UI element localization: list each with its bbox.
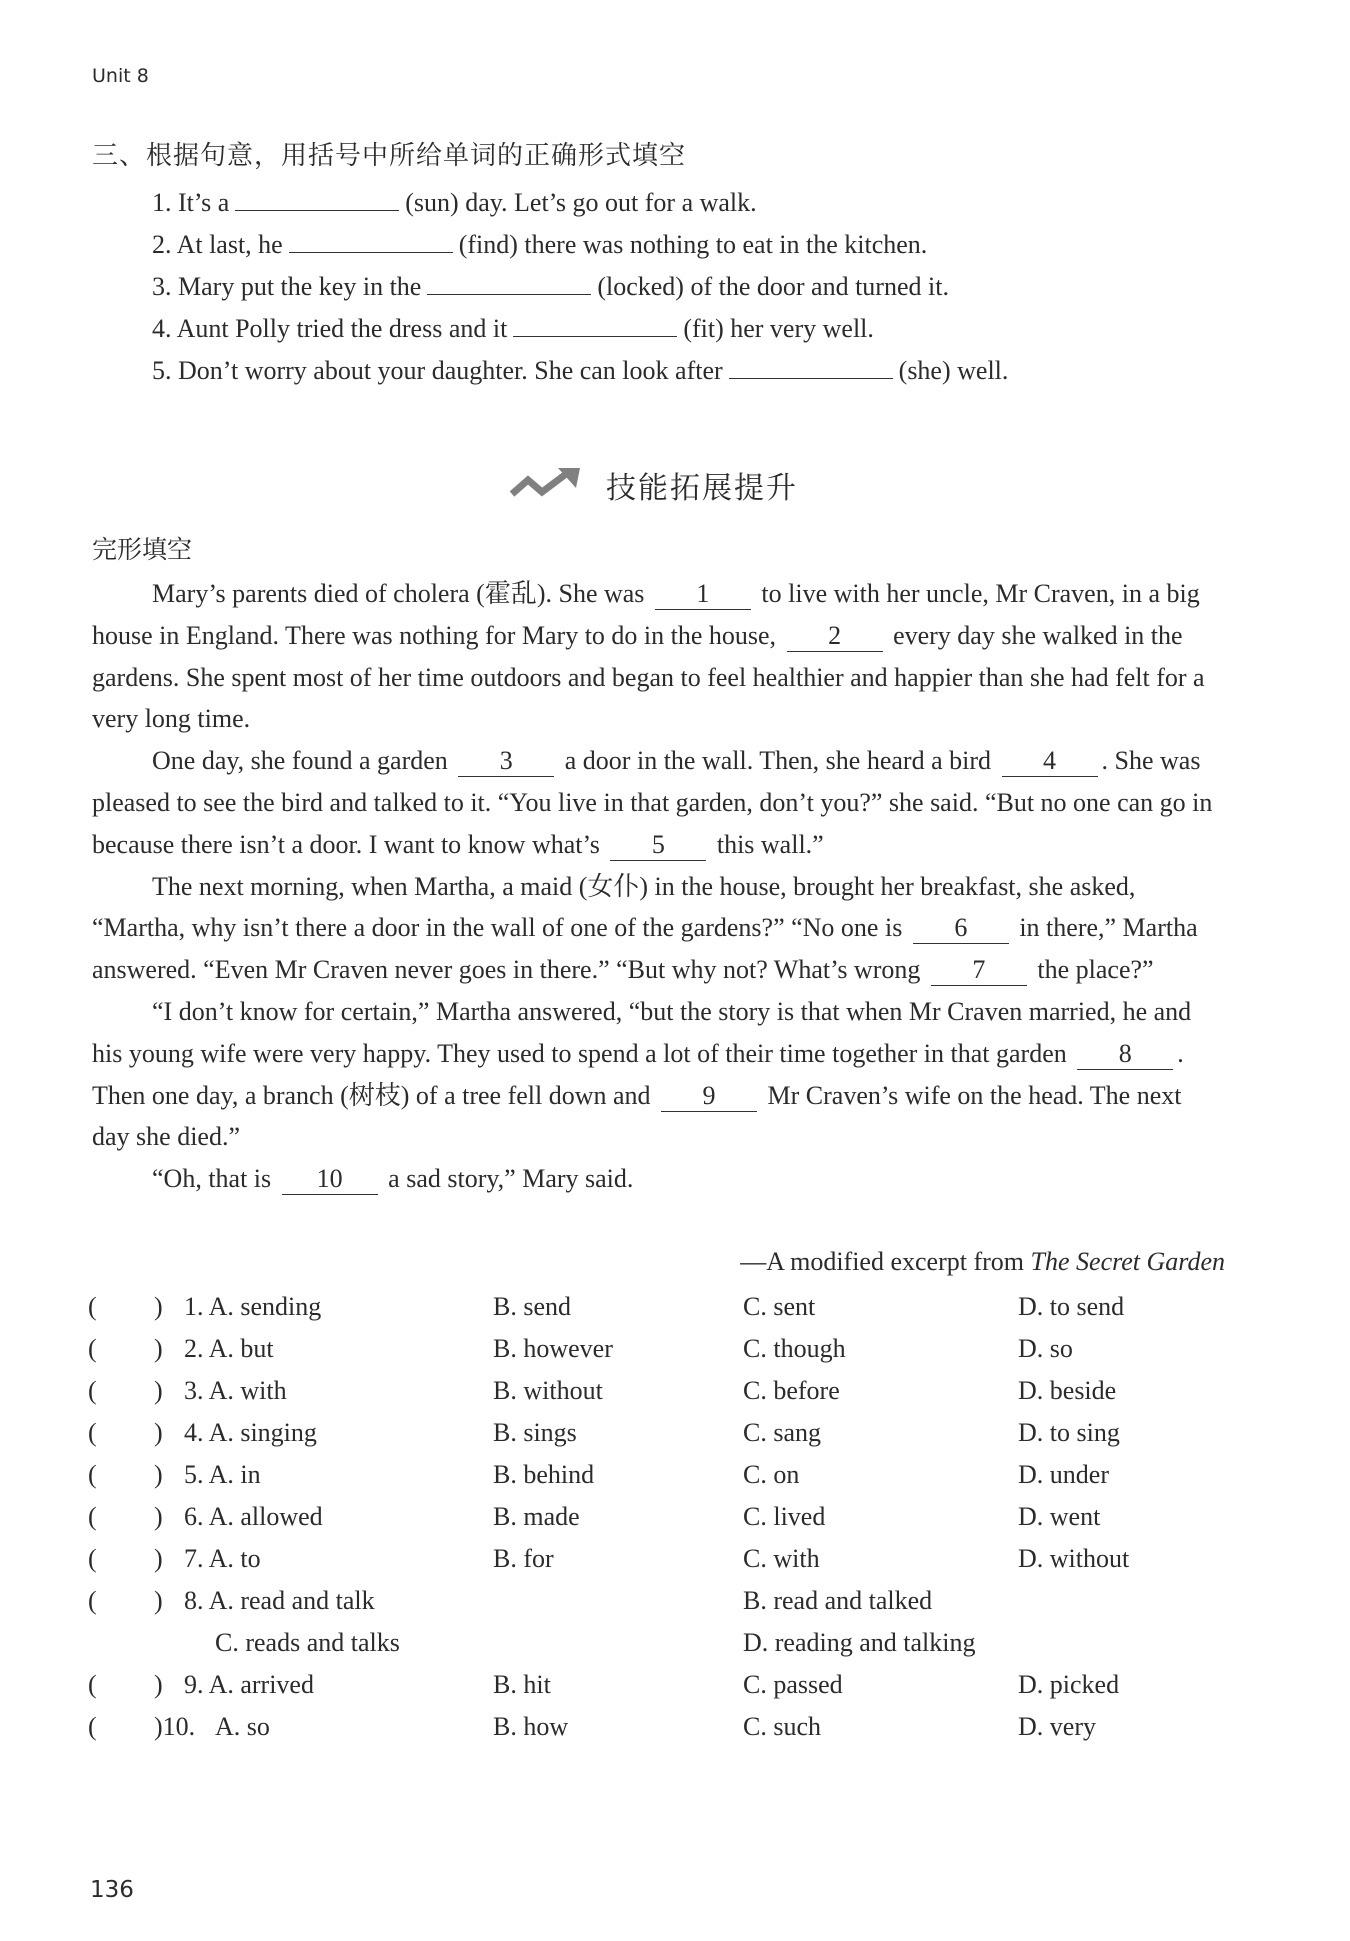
banner-title: 技能拓展提升 (606, 471, 798, 506)
option-b[interactable]: B. made (493, 1502, 580, 1531)
answer-paren-close: ) (154, 1334, 163, 1363)
paragraph (92, 991, 1222, 1158)
question-row (88, 1711, 1238, 1743)
blank-6[interactable]: 6 (913, 913, 1009, 944)
answer-paren-open[interactable]: ( (88, 1292, 97, 1321)
answer-paren-close: ) (154, 1376, 163, 1405)
option-c[interactable]: C. reads and talks (215, 1628, 400, 1657)
option-b[interactable]: B. send (493, 1292, 571, 1321)
source-title: The Secret Garden (1030, 1247, 1225, 1276)
option-b[interactable]: B. read and talked (743, 1586, 933, 1615)
cloze-passage (92, 573, 1222, 1200)
passage-text: . Then one day, a branch (树枝) of a tree fell down and (92, 1038, 1184, 1110)
question-row (88, 1375, 1238, 1407)
question-row (88, 1501, 1238, 1533)
answer-blank[interactable] (289, 226, 453, 253)
fill-item-text: (fit) her very well. (683, 314, 874, 343)
option-c[interactable]: C. before (743, 1376, 840, 1405)
blank-7[interactable]: 7 (931, 955, 1027, 986)
passage-text: “I don’t know for certain,” Martha answered, “but the story is that when Mr Craven married, he and his young wife were very happy. They used to spend a lot of their time together in that garden (92, 996, 1192, 1068)
option-c[interactable]: C. sang (743, 1418, 821, 1447)
page-number: 136 (90, 1877, 134, 1903)
option-a[interactable]: 9. A. arrived (184, 1670, 314, 1699)
option-c[interactable]: C. on (743, 1460, 800, 1489)
option-d[interactable]: D. to sing (1018, 1418, 1120, 1447)
option-a[interactable]: 4. A. singing (184, 1418, 317, 1447)
option-a[interactable]: 5. A. in (184, 1460, 261, 1489)
answer-paren-open[interactable]: ( (88, 1712, 97, 1741)
blank-4[interactable]: 4 (1002, 746, 1098, 777)
option-c[interactable]: C. with (743, 1544, 820, 1573)
blank-1[interactable]: 1 (655, 579, 751, 610)
answer-paren-open[interactable]: ( (88, 1502, 97, 1531)
blank-5[interactable]: 5 (610, 830, 706, 861)
question-row (88, 1669, 1238, 1701)
answer-paren-open[interactable]: ( (88, 1460, 97, 1489)
answer-paren-close: ) (154, 1670, 163, 1699)
cloze-title: 完形填空 (92, 535, 193, 564)
question-row (88, 1333, 1238, 1365)
blank-3[interactable]: 3 (458, 746, 554, 777)
option-c[interactable]: C. such (743, 1712, 821, 1741)
option-d[interactable]: D. without (1018, 1544, 1130, 1573)
option-c[interactable]: C. sent (743, 1292, 816, 1321)
answer-paren-close: ) (154, 1460, 163, 1489)
answer-blank[interactable] (235, 184, 399, 211)
option-a[interactable]: 6. A. allowed (184, 1502, 323, 1531)
option-b[interactable]: B. without (493, 1376, 603, 1405)
question-row (88, 1543, 1238, 1575)
fill-item-text: (locked) of the door and turned it. (597, 272, 949, 301)
answer-paren-open[interactable]: ( (88, 1376, 97, 1405)
option-c[interactable]: C. lived (743, 1502, 826, 1531)
option-b[interactable]: B. hit (493, 1670, 551, 1699)
option-d[interactable]: D. so (1018, 1334, 1073, 1363)
option-d[interactable]: D. beside (1018, 1376, 1117, 1405)
fill-item-text: 1. It’s a (152, 188, 230, 217)
answer-blank[interactable] (427, 268, 591, 295)
passage-text: every day she walked in the gardens. She spent most of her time outdoors and began to feel healthier and happier than she had felt for a very long time. (92, 620, 1205, 734)
passage-text: to live with her uncle, Mr Craven, in a big house in England. There was nothing for Mary to do in the house, (92, 579, 1200, 650)
paragraph (92, 866, 1222, 991)
question-row (88, 1417, 1238, 1449)
passage-text: The next morning, when Martha, a maid (女仆) in the house, brought her breakfast, she asked, “Martha, why isn’t there a door in the wall of one of the gardens?” “No one is (92, 871, 1136, 943)
option-b[interactable]: B. for (493, 1544, 554, 1573)
option-d[interactable]: D. reading and talking (743, 1628, 976, 1657)
option-a[interactable]: 8. A. read and talk (184, 1586, 375, 1615)
paragraph (92, 1158, 1222, 1200)
option-b[interactable]: B. sings (493, 1418, 577, 1447)
answer-paren-open[interactable]: ( (88, 1544, 97, 1573)
section-title: 三、根据句意，用括号中所给单词的正确形式填空 (92, 141, 687, 171)
fill-item-text: 3. Mary put the key in the (152, 272, 422, 301)
paragraph (92, 573, 1222, 740)
fill-item-4 (152, 310, 874, 345)
fill-item-text: 2. At last, he (152, 230, 283, 259)
fill-item-text: (find) there was nothing to eat in the kitchen. (458, 230, 928, 259)
question-row (88, 1585, 1238, 1617)
option-b[interactable]: B. behind (493, 1460, 595, 1489)
option-a[interactable]: 1. A. sending (184, 1292, 322, 1321)
option-a[interactable]: 3. A. with (184, 1376, 287, 1405)
answer-paren-open[interactable]: ( (88, 1334, 97, 1363)
option-a[interactable]: 7. A. to (184, 1544, 261, 1573)
answer-paren-open[interactable]: ( (88, 1418, 97, 1447)
passage-text: a door in the wall. Then, she heard a bird (564, 746, 991, 776)
passage-text: a sad story,” Mary said. (388, 1164, 634, 1194)
option-c[interactable]: C. passed (743, 1670, 843, 1699)
passage-text: Mr Craven’s wife on the head. The next day she died.” (92, 1080, 1182, 1152)
option-a[interactable]: 2. A. but (184, 1334, 274, 1363)
question-row (88, 1291, 1238, 1323)
answer-paren-close: ) (154, 1586, 163, 1615)
option-d[interactable]: D. to send (1018, 1292, 1125, 1321)
passage-text: this wall.” (716, 829, 824, 859)
source-citation (740, 1247, 1225, 1277)
option-c[interactable]: C. though (743, 1334, 846, 1363)
fill-item-3 (152, 268, 949, 303)
answer-paren-close: ) (154, 1544, 163, 1573)
question-row (88, 1459, 1238, 1491)
passage-text: . She was pleased to see the bird and talked to it. “You live in that garden, don’t you?” she said. “But no one can go in because there isn’t a door. I want to know what’s (92, 746, 1213, 859)
blank-2[interactable]: 2 (787, 621, 883, 652)
option-d[interactable]: D. went (1018, 1502, 1101, 1531)
answer-paren-close: )10. (154, 1712, 196, 1741)
passage-text: One day, she found a garden (152, 746, 448, 776)
answer-paren-close: ) (154, 1418, 163, 1447)
option-b[interactable]: B. however (493, 1334, 613, 1363)
answer-blank[interactable] (729, 352, 893, 379)
passage-text: in there,” Martha answered. “Even Mr Craven never goes in there.” “But why not? What’s wrong (92, 913, 1198, 985)
fill-item-5 (152, 352, 1008, 387)
option-b[interactable]: B. how (493, 1712, 569, 1741)
answer-paren-close: ) (154, 1292, 163, 1321)
answer-paren-close: ) (154, 1502, 163, 1531)
fill-item-text: 5. Don’t worry about your daughter. She can look after (152, 356, 723, 385)
passage-text: the place?” (1037, 955, 1154, 985)
option-d[interactable]: D. very (1018, 1712, 1096, 1741)
option-d[interactable]: D. under (1018, 1460, 1109, 1489)
source-prefix: —A modified excerpt from (740, 1247, 1031, 1276)
answer-paren-open[interactable]: ( (88, 1586, 97, 1615)
section-banner (510, 463, 798, 507)
answer-paren-open[interactable]: ( (88, 1670, 97, 1699)
question-row-continued (88, 1627, 1238, 1659)
answer-blank[interactable] (513, 310, 677, 337)
fill-item-text: (sun) day. Let’s go out for a walk. (405, 188, 757, 217)
fill-item-2 (152, 226, 927, 261)
blank-9[interactable]: 9 (661, 1081, 757, 1112)
trend-arrow-icon (510, 468, 582, 502)
blank-10[interactable]: 10 (282, 1164, 378, 1195)
option-d[interactable]: D. picked (1018, 1670, 1120, 1699)
fill-item-text: 4. Aunt Polly tried the dress and it (152, 314, 508, 343)
passage-text: “Oh, that is (152, 1164, 272, 1194)
fill-item-1 (152, 184, 757, 219)
unit-label: Unit 8 (92, 65, 149, 87)
passage-text: Mary’s parents died of cholera (霍乱). She was (152, 579, 645, 608)
paragraph (92, 740, 1222, 865)
fill-item-text: (she) well. (898, 356, 1009, 385)
blank-8[interactable]: 8 (1077, 1039, 1173, 1070)
option-a[interactable]: A. so (215, 1712, 270, 1741)
